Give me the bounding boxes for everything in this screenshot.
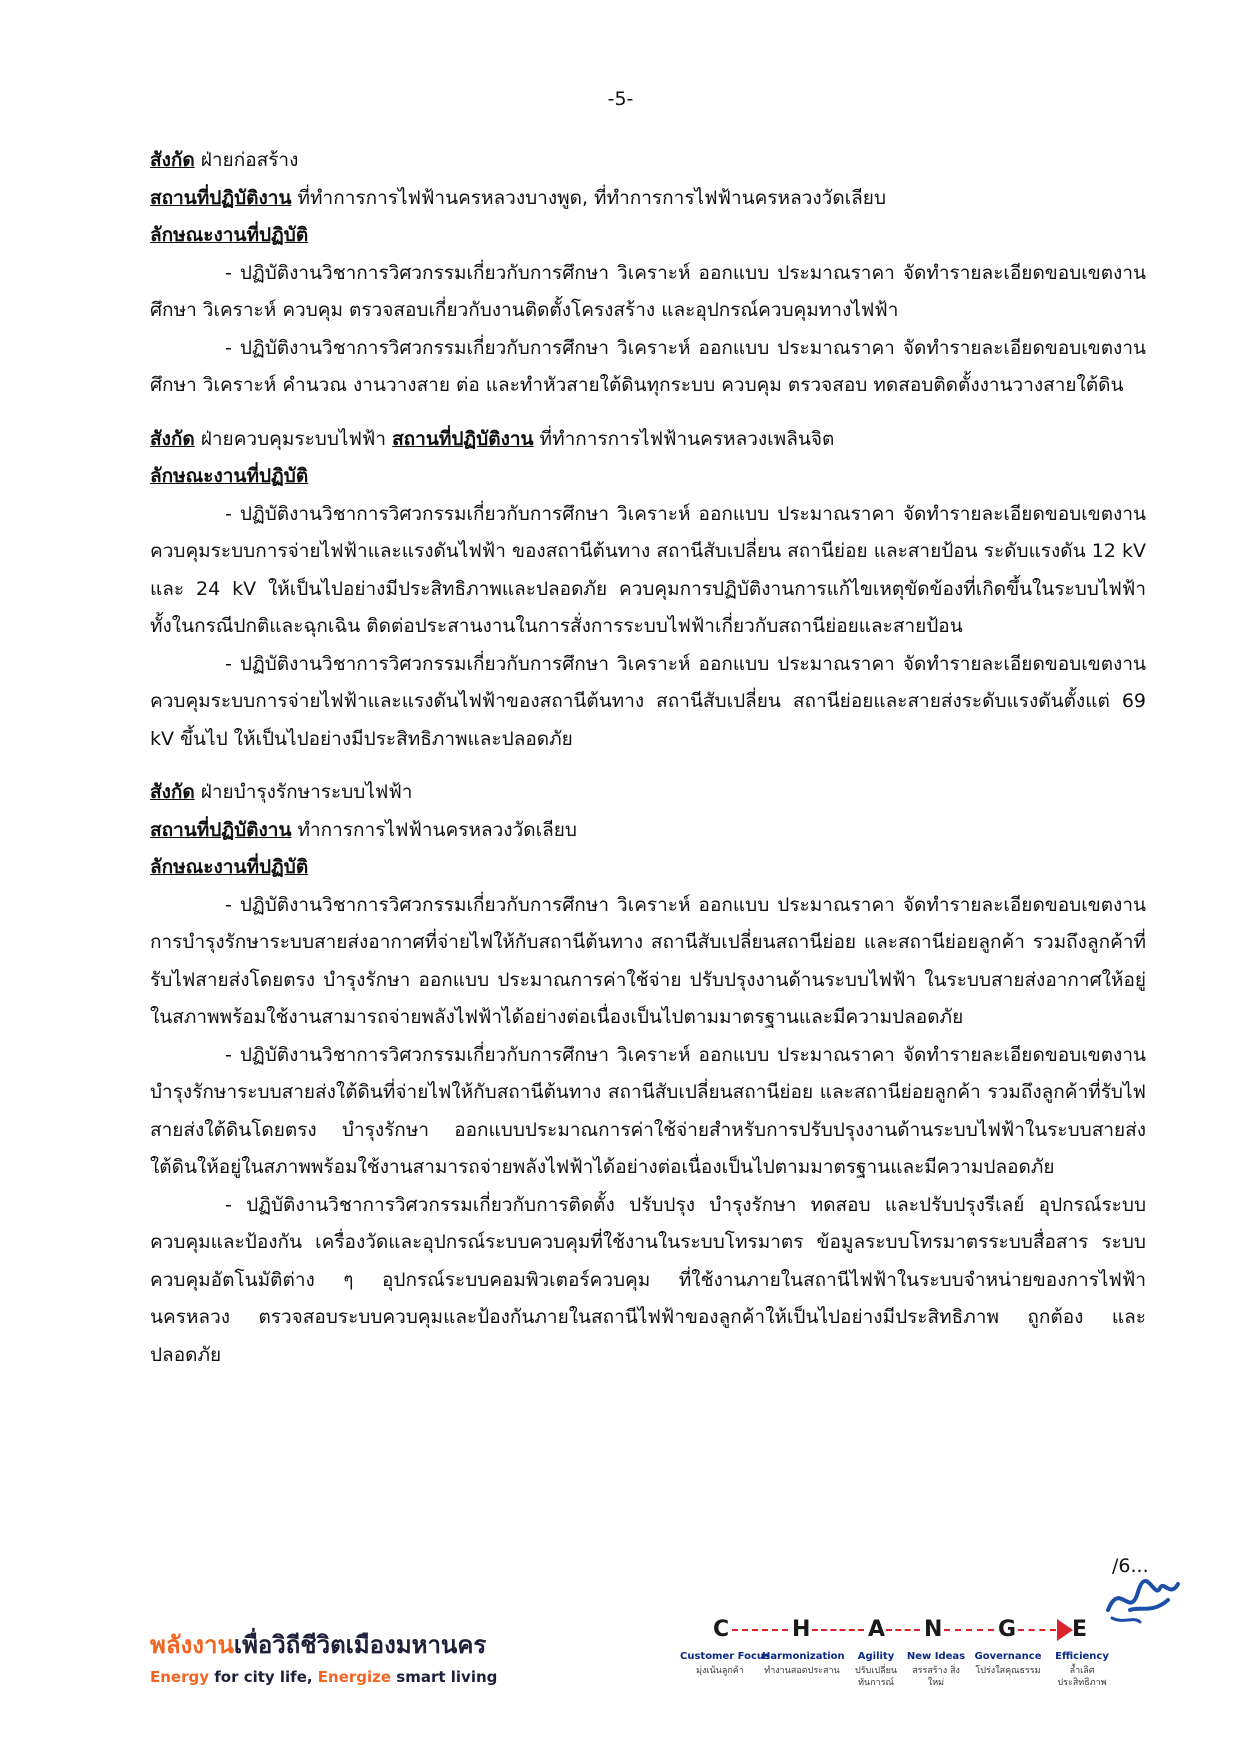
duties-heading <box>150 217 1146 255</box>
slogan-thai: พลังงานเพื่อวิถีชีวิตเมืองมหานคร <box>150 1631 487 1659</box>
workplace-label: สถานที่ปฏิบัติงาน <box>150 818 292 841</box>
change-letter: A <box>868 1617 886 1642</box>
affiliation-line <box>150 774 1146 812</box>
section-maintenance <box>150 774 1146 1374</box>
duty-paragraph: - ปฏิบัติงานวิชาการวิศวกรรมเกี่ยวกับการศึกษา วิเคราะห์ ออกแบบ ประมาณราคา จัดทำรายละเอียดขอบเขตงาน ศึกษา วิเคราะห์ คำนวณ งานวางสาย ต่อ และทำหัวสายใต้ดินทุกระบบ ควบคุม ตรวจสอบ ทดสอบติดตั้งงานวางสายใต้ดิน <box>150 336 1146 396</box>
change-english: Customer Focus <box>680 1651 770 1662</box>
change-connector <box>944 1629 994 1631</box>
affiliation-line <box>150 142 1146 180</box>
change-english: Harmonization <box>762 1651 845 1662</box>
workplace-label: สถานที่ปฏิบัติงาน <box>150 186 292 209</box>
arrow-icon <box>1057 1619 1073 1641</box>
change-connector <box>886 1629 920 1631</box>
workplace-line <box>150 812 1146 850</box>
section-system-control <box>150 421 1146 759</box>
duties-label: ลักษณะงานที่ปฏิบัติ <box>150 856 309 878</box>
slogan-english: Energy for city life, Energize smart living <box>150 1668 498 1686</box>
page-number: -5- <box>607 88 634 110</box>
workplace-value: ที่ทำการการไฟฟ้านครหลวงบางพูด, ที่ทำการการไฟฟ้านครหลวงวัดเลียบ <box>291 186 887 209</box>
affiliation-label: สังกัด <box>150 149 195 171</box>
next-page-marker: /6... <box>1112 1555 1149 1577</box>
change-thai: ทำงานสอดประสาน <box>764 1666 840 1676</box>
change-english: Efficiency <box>1055 1651 1109 1662</box>
change-connector <box>1018 1629 1056 1631</box>
change-english: Agility <box>857 1651 895 1662</box>
workplace-value: ทำการการไฟฟ้านครหลวงวัดเลียบ <box>291 818 577 841</box>
change-letter: H <box>792 1617 811 1642</box>
duties-heading <box>150 849 1146 887</box>
duty-paragraph: - ปฏิบัติงานวิชาการวิศวกรรมเกี่ยวกับการติดตั้ง ปรับปรุง บำรุงรักษา ทดสอบ และปรับปรุงรีเลย์ อุปกรณ์ระบบควบคุมและป้องกัน เครื่องวัดและอุปกรณ์ระบบควบคุมที่ใช้งานในระบบโทรมาตร ข้อมูลระบบโทรมาตรระบบสื่อสาร ระบบควบคุมอัตโนมัติต่าง ๆ อุปกรณ์ระบบคอมพิวเตอร์ควบคุม ที่ใช้งานภายในสถานีไฟฟ้าในระบบจำหน่ายของการไฟฟ้านครหลวง ตรวจสอบระบบควบคุมและป้องกันภายในสถานีไฟฟ้าของลูกค้าให้เป็นไปอย่างมีประสิทธิภาพ ถูกต้อง และปลอดภัย <box>150 1193 1146 1366</box>
affiliation-value: ฝ่ายบำรุงรักษาระบบไฟฟ้า <box>194 781 413 803</box>
change-thai: มุ่งเน้นลูกค้า <box>696 1666 744 1676</box>
change-thai: ล้ำเลิศ ประสิทธิภาพ <box>1057 1666 1107 1688</box>
affiliation-value: ฝ่ายก่อสร้าง <box>194 149 299 171</box>
duties-heading <box>150 458 1146 496</box>
change-english: Governance <box>974 1651 1042 1662</box>
change-connector <box>812 1629 864 1631</box>
duties-label: ลักษณะงานที่ปฏิบัติ <box>150 224 309 246</box>
footer-slogan <box>150 1625 497 1686</box>
change-values-strip <box>680 1617 1120 1717</box>
duty-paragraph: - ปฏิบัติงานวิชาการวิศวกรรมเกี่ยวกับการศึกษา วิเคราะห์ ออกแบบ ประมาณราคา จัดทำรายละเอียดขอบเขตงาน บำรุงรักษาระบบสายส่งใต้ดินที่จ่ายไฟให้กับสถานีต้นทาง สถานีสับเปลี่ยนสถานีย่อย และสถานีย่อยลูกค้า รวมถึงลูกค้าที่รับไฟสายส่งใต้ดินโดยตรง บำรุงรักษา ออกแบบประมาณการค่าใช้จ่ายสำหรับการปรับปรุงงานด้านระบบไฟฟ้าในระบบสายส่งใต้ดินให้อยู่ในสภาพพร้อมใช้งานสามารถจ่ายพลังไฟฟ้าได้อย่างต่อเนื่องเป็นไปตามมาตรฐานและมีความปลอดภัย <box>150 1043 1146 1178</box>
change-letter: C <box>713 1617 730 1642</box>
change-thai: ปรับเปลี่ยน ทันการณ์ <box>855 1666 897 1688</box>
document-body <box>150 142 1146 1374</box>
change-english: New Ideas <box>906 1651 966 1662</box>
change-letter: E <box>1072 1617 1088 1642</box>
affiliation-value: ฝ่ายควบคุมระบบไฟฟ้า <box>194 427 393 450</box>
change-connector <box>732 1629 788 1631</box>
change-letter: G <box>998 1617 1017 1642</box>
change-thai: สรรสร้าง สิ่งใหม่ <box>912 1666 960 1688</box>
affiliation-line <box>150 421 1146 459</box>
affiliation-label: สังกัด <box>150 781 195 803</box>
duty-paragraph: - ปฏิบัติงานวิชาการวิศวกรรมเกี่ยวกับการศึกษา วิเคราะห์ ออกแบบ ประมาณราคา จัดทำรายละเอียดขอบเขตงาน ควบคุมระบบการจ่ายไฟฟ้าและแรงดันไฟฟ้าของสถานีต้นทาง สถานีสับเปลี่ยน สถานีย่อยและสายส่งระดับแรงดันตั้งแต่ 69 kV ขึ้นไป ให้เป็นไปอย่างมีประสิทธิภาพและปลอดภัย <box>150 652 1146 750</box>
change-thai: โปร่งใสคุณธรรม <box>975 1666 1041 1676</box>
duties-label: ลักษณะงานที่ปฏิบัติ <box>150 465 309 487</box>
section-construction <box>150 142 1146 405</box>
change-letter: N <box>924 1617 943 1642</box>
workplace-line <box>150 180 1146 218</box>
workplace-value: ที่ทำการการไฟฟ้านครหลวงเพลินจิต <box>533 427 835 450</box>
duty-paragraph: - ปฏิบัติงานวิชาการวิศวกรรมเกี่ยวกับการศึกษา วิเคราะห์ ออกแบบ ประมาณราคา จัดทำรายละเอียดขอบเขตงาน ศึกษา วิเคราะห์ ควบคุม ตรวจสอบเกี่ยวกับงานติดตั้งโครงสร้าง และอุปกรณ์ควบคุมทางไฟฟ้า <box>150 261 1146 321</box>
duty-paragraph: - ปฏิบัติงานวิชาการวิศวกรรมเกี่ยวกับการศึกษา วิเคราะห์ ออกแบบ ประมาณราคา จัดทำรายละเอียดขอบเขตงาน การบำรุงรักษาระบบสายส่งอากาศที่จ่ายไฟให้กับสถานีต้นทาง สถานีสับเปลี่ยนสถานีย่อย และสถานีย่อยลูกค้า รวมถึงลูกค้าที่รับไฟสายส่งโดยตรง บำรุงรักษา ออกแบบ ประมาณการค่าใช้จ่าย ปรับปรุงงานด้านระบบไฟฟ้า ในระบบสายส่งอากาศให้อยู่ในสภาพพร้อมใช้งานสามารถจ่ายพลังไฟฟ้าได้อย่างต่อเนื่องเป็นไปตามมาตรฐานและมีความปลอดภัย <box>150 893 1146 1028</box>
workplace-label: สถานที่ปฏิบัติงาน <box>392 427 534 450</box>
duty-paragraph: - ปฏิบัติงานวิชาการวิศวกรรมเกี่ยวกับการศึกษา วิเคราะห์ ออกแบบ ประมาณราคา จัดทำรายละเอียดขอบเขตงาน ควบคุมระบบการจ่ายไฟฟ้าและแรงดันไฟฟ้า ของสถานีต้นทาง สถานีสับเปลี่ยน สถานีย่อย และสายป้อน ระดับแรงดัน 12 kV และ 24 kV ให้เป็นไปอย่างมีประสิทธิภาพและปลอดภัย ควบคุมการปฏิบัติงานการแก้ไขเหตุขัดข้องที่เกิดขึ้นในระบบไฟฟ้า ทั้งในกรณีปกติและฉุกเฉิน ติดต่อประสานงานในการสั่งการระบบไฟฟ้าเกี่ยวกับสถานีย่อยและสายป้อน <box>150 502 1146 637</box>
affiliation-label: สังกัด <box>150 427 195 450</box>
